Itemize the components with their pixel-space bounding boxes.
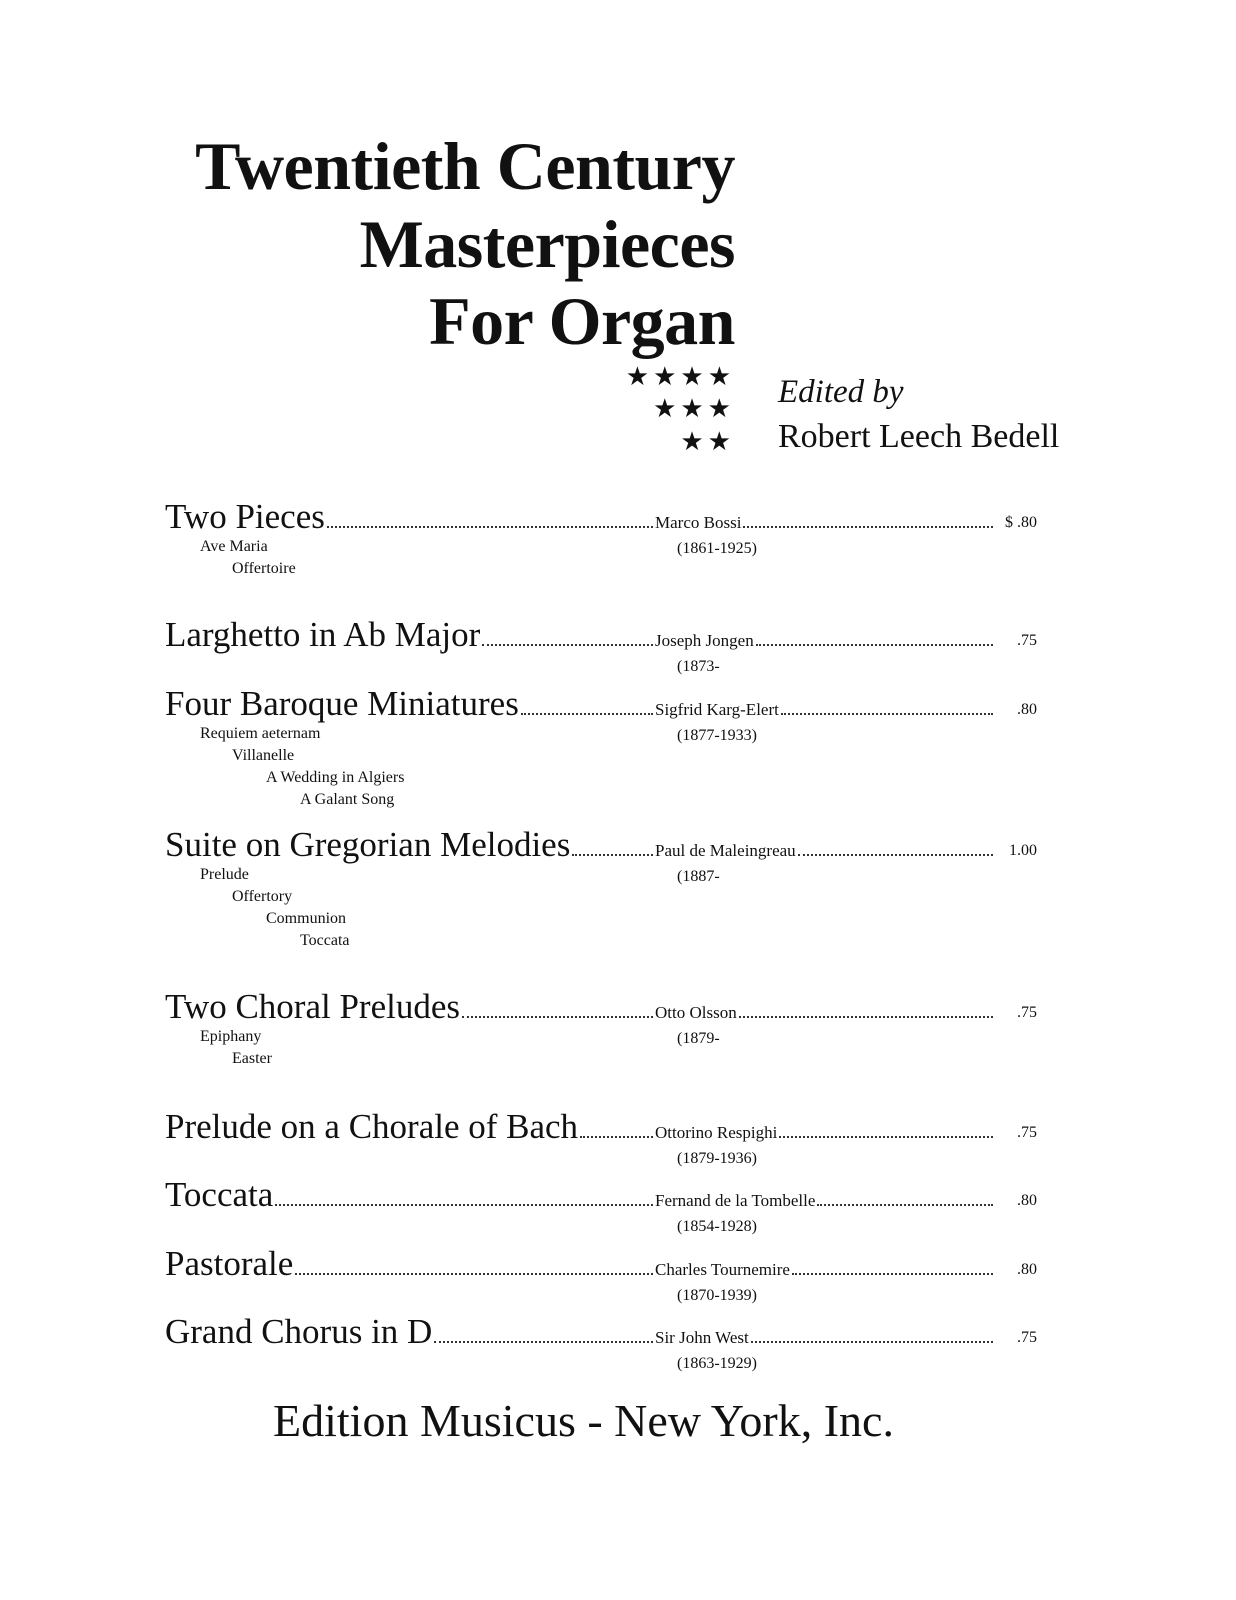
movement-title: Requiem aeternam xyxy=(200,725,321,742)
movement-title: Offertoire xyxy=(232,560,296,577)
composer-dates: (1870-1939) xyxy=(677,1287,757,1304)
movement-title: Communion xyxy=(266,910,347,927)
leader-dots xyxy=(751,1341,993,1343)
price: .80 xyxy=(1017,701,1037,718)
stars-row-2: ★★★ xyxy=(653,394,735,423)
edited-by-label: Edited by xyxy=(778,374,904,410)
leader-dots xyxy=(743,526,993,528)
movement-title: Ave Maria xyxy=(200,538,268,555)
leader-dots xyxy=(521,713,653,715)
price: $ .80 xyxy=(1005,514,1037,531)
leader-dots xyxy=(792,1273,993,1275)
movement-title: Toccata xyxy=(300,932,350,949)
composer-dates: (1873- xyxy=(677,658,720,675)
title-line-2: Masterpieces xyxy=(359,206,735,282)
composer: Sigfrid Karg-Elert xyxy=(655,700,779,719)
contents-entry xyxy=(165,1309,1037,1372)
composer: Paul de Maleingreau xyxy=(655,841,796,860)
piece-title: Four Baroque Miniatures xyxy=(165,684,519,723)
title-line-1: Twentieth Century xyxy=(195,128,735,204)
composer-dates: (1861-1925) xyxy=(677,540,757,557)
movement-title: Offertory xyxy=(232,888,293,905)
leader-dots xyxy=(756,644,993,646)
leader-dots xyxy=(482,644,653,646)
contents-entry xyxy=(165,1104,1037,1167)
leader-dots xyxy=(295,1273,653,1275)
contents-entry xyxy=(165,822,1037,949)
leader-dots xyxy=(327,526,653,528)
composer: Sir John West xyxy=(655,1328,749,1347)
piece-title: Toccata xyxy=(165,1175,274,1214)
piece-title: Grand Chorus in D xyxy=(165,1312,433,1351)
publisher: Edition Musicus - New York, Inc. xyxy=(273,1395,894,1446)
price: .75 xyxy=(1017,1124,1037,1141)
piece-title: Pastorale xyxy=(165,1244,294,1283)
movement-title: Easter xyxy=(232,1050,272,1067)
stars-row-1: ★★★★ xyxy=(625,362,735,391)
composer-dates: (1877-1933) xyxy=(677,727,757,744)
piece-title: Two Pieces xyxy=(165,497,325,536)
leader-dots xyxy=(434,1341,653,1343)
composer: Charles Tournemire xyxy=(655,1260,790,1279)
leader-dots xyxy=(798,854,993,856)
composer: Otto Olsson xyxy=(655,1003,737,1022)
leader-dots xyxy=(817,1204,993,1206)
composer-dates: (1887- xyxy=(677,868,720,885)
leader-dots xyxy=(739,1016,993,1018)
leader-dots xyxy=(572,854,653,856)
leader-dots xyxy=(781,713,993,715)
movement-title: A Galant Song xyxy=(300,791,395,808)
composer: Fernand de la Tombelle xyxy=(655,1191,816,1210)
editor-name: Robert Leech Bedell xyxy=(778,418,1060,455)
movement-title: Epiphany xyxy=(200,1028,262,1045)
piece-title: Larghetto in Ab Major xyxy=(165,615,481,654)
movement-title: Prelude xyxy=(200,866,249,883)
price: 1.00 xyxy=(1009,842,1037,859)
contents-entry xyxy=(165,681,1037,808)
piece-title: Suite on Gregorian Melodies xyxy=(165,825,571,864)
title-line-3: For Organ xyxy=(429,283,735,359)
contents-entry xyxy=(165,1241,1037,1304)
composer-dates: (1863-1929) xyxy=(677,1355,757,1372)
contents-entry xyxy=(165,494,1037,577)
leader-dots xyxy=(462,1016,653,1018)
price: .75 xyxy=(1017,632,1037,649)
composer: Ottorino Respighi xyxy=(655,1123,778,1142)
contents-entry xyxy=(165,612,1037,675)
leader-dots xyxy=(779,1136,993,1138)
composer-dates: (1879-1936) xyxy=(677,1150,757,1167)
composer: Marco Bossi xyxy=(655,513,742,532)
contents-entry xyxy=(165,984,1037,1067)
composer-dates: (1854-1928) xyxy=(677,1218,757,1235)
composer: Joseph Jongen xyxy=(655,631,754,650)
movement-title: A Wedding in Algiers xyxy=(266,769,405,786)
leader-dots xyxy=(580,1136,653,1138)
piece-title: Two Choral Preludes xyxy=(165,987,461,1026)
contents-entry xyxy=(165,1172,1037,1235)
price: .80 xyxy=(1017,1192,1037,1209)
stars-row-3: ★★ xyxy=(680,427,735,456)
movement-title: Villanelle xyxy=(232,747,295,764)
price: .80 xyxy=(1017,1261,1037,1278)
leader-dots xyxy=(275,1204,653,1206)
price: .75 xyxy=(1017,1329,1037,1346)
piece-title: Prelude on a Chorale of Bach xyxy=(165,1107,579,1146)
composer-dates: (1879- xyxy=(677,1030,720,1047)
price: .75 xyxy=(1017,1004,1037,1021)
